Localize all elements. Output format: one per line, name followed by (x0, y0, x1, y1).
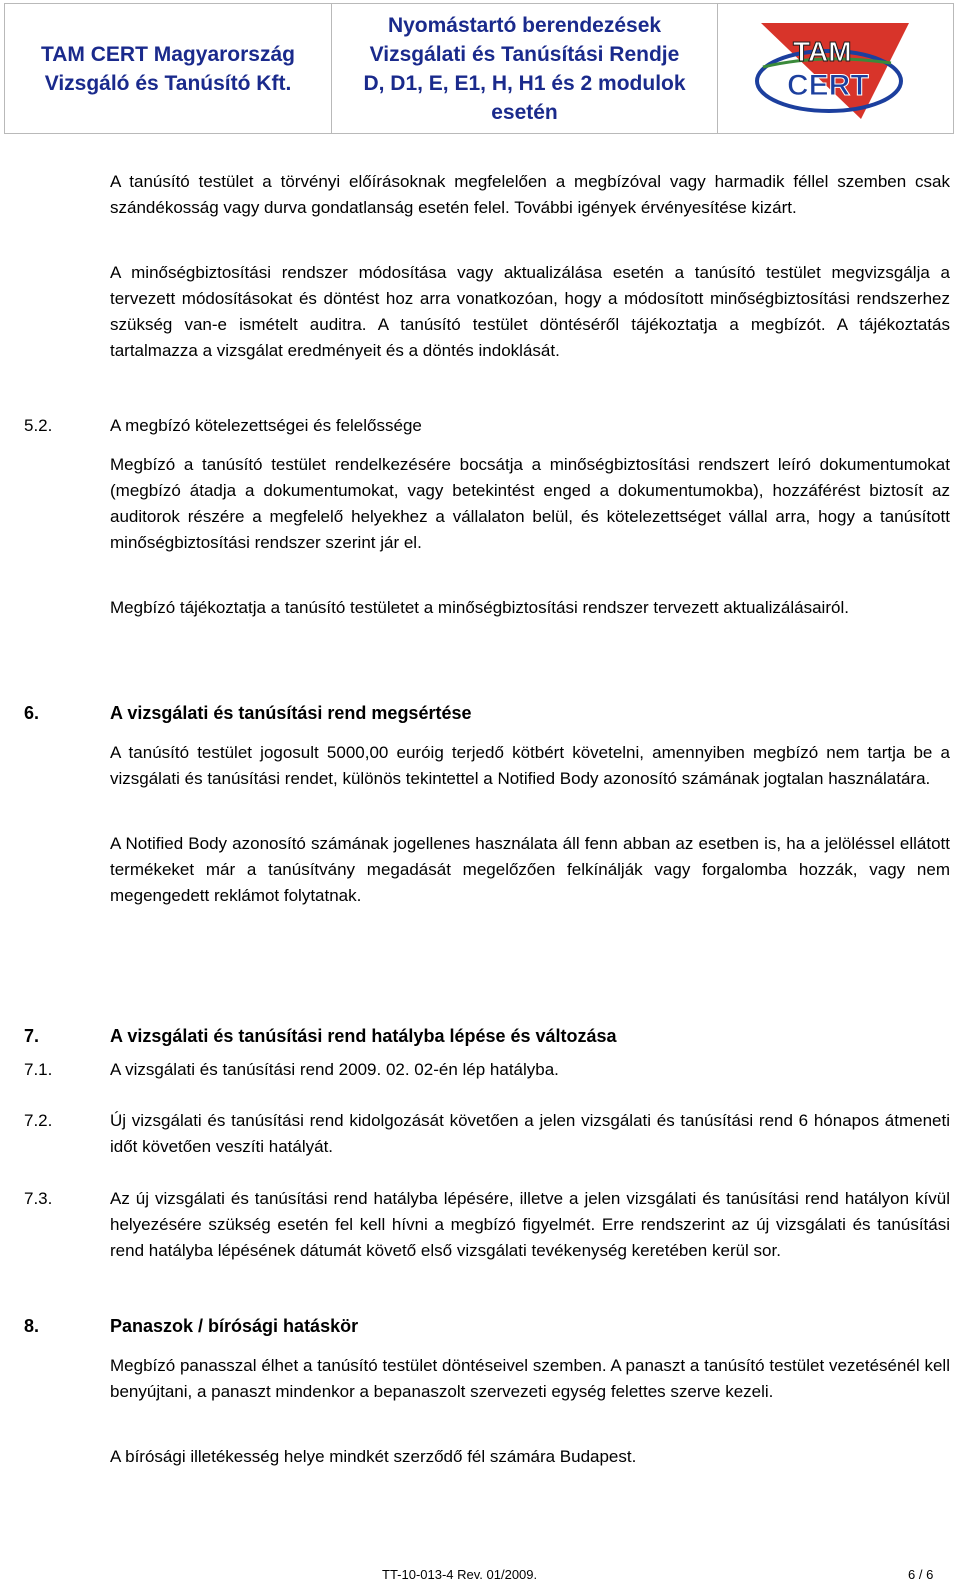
section-7-2-number: 7.2. (24, 1111, 53, 1130)
section-6-number: 6. (24, 703, 40, 723)
paragraph-qms-modification: A minőségbiztosítási rendszer módosítása vagy aktualizálása esetén a tanúsító testület megvizsgálja a tervezett módosításokat és döntést hoz arra vonatkozóan, hogy a módosított minőségbiztosítási rendszerhez szükség van-e ismételt auditra. A tanúsító testület döntéséről tájékoztatja a megbízót. A tájékoztatás tartalmazza a vizsgálat eredményeit és a döntés indoklását. (110, 263, 950, 360)
page-header (4, 3, 954, 134)
section-5-2-title: A megbízó kötelezettségei és felelőssége (110, 416, 422, 435)
title-line-2: Vizsgálati és Tanúsítási Rendje (369, 42, 680, 66)
section-5-2-number: 5.2. (24, 416, 53, 435)
paragraph-client-obligations: Megbízó a tanúsító testület rendelkezésére bocsátja a minőségbiztosítási rendszert leíró dokumentumokat (megbízó átadja a dokumentumokat, vagy betekintést enged a dokumentumokba), hozzáférést biztosít az auditorok részére a megfelelő helyekhez a vállalaton belül, és kötelezettséget vállal arra, hogy a tanúsított minőségbiztosítási rendszer szerint jár el. (110, 455, 950, 552)
paragraph-jurisdiction: A bírósági illetékesség helye mindkét szerződő fél számára Budapest. (110, 1447, 637, 1466)
section-8-title: Panaszok / bírósági hatáskör (110, 1316, 359, 1336)
paragraph-notified-body-misuse: A Notified Body azonosító számának jogellenes használata áll fenn abban az esetben is, ha a jelöléssel ellátott termékeket már a tanúsítvány megadását megelőzően felkínálják vagy forgalomba hozzák, vagy nem megengedett reklámot folytatnak. (110, 834, 950, 905)
header-organization (5, 4, 332, 133)
section-7-3-number: 7.3. (24, 1189, 53, 1208)
logo-text-tam: TAM (792, 35, 852, 67)
section-7-1-text: A vizsgálati és tanúsítási rend 2009. 02. 02-én lép hatályba. (110, 1060, 559, 1079)
org-name: TAM CERT Magyarország (41, 42, 295, 66)
logo-text-cert: CERT (786, 68, 869, 102)
section-8-number: 8. (24, 1316, 40, 1336)
section-7-title: A vizsgálati és tanúsítási rend hatályba lépése és változása (110, 1026, 617, 1046)
header-logo-cell (718, 4, 953, 133)
paragraph-liability: A tanúsító testület a törvényi előírásoknak megfelelően a megbízóval vagy harmadik féllel szemben csak szándékosság vagy durva gondatlanság esetén felel. További igények érvényesítése kizárt. (110, 172, 950, 217)
section-7-1-number: 7.1. (24, 1060, 53, 1079)
footer-document-id: TT-10-013-4 Rev. 01/2009. (382, 1567, 538, 1582)
section-7-3-text: Az új vizsgálati és tanúsítási rend hatályba lépésére, illetve a jelen vizsgálati és tanúsítási rend hatályon kívül helyezésére szükség esetén fel kell hívni a megbízó figyelmét. Erre rendszerint az új vizsgálati és tanúsítási rend hatályba lépésének dátumát követő első vizsgálati tevékenység keretében kerül sor. (110, 1189, 950, 1260)
section-6-title: A vizsgálati és tanúsítási rend megsértése (110, 703, 472, 723)
paragraph-complaints: Megbízó panasszal élhet a tanúsító testület döntéseivel szemben. A panaszt a tanúsító testület vezetésénél kell benyújtani, a panaszt mindenkor a bepanaszolt szervezeti egység felettes szerve kezeli. (110, 1356, 950, 1401)
section-7-number: 7. (24, 1026, 40, 1046)
title-line-4: esetén (491, 100, 558, 124)
tam-cert-logo (741, 9, 931, 129)
header-document-title (332, 4, 718, 133)
org-subtitle: Vizsgáló és Tanúsító Kft. (44, 71, 292, 95)
footer-page-number: 6 / 6 (908, 1567, 934, 1582)
title-line-1: Nyomástartó berendezések (387, 13, 662, 37)
section-7-2-text: Új vizsgálati és tanúsítási rend kidolgozását követően a jelen vizsgálati és tanúsítási rend 6 hónapos átmeneti időt követően veszíti hatályát. (110, 1111, 950, 1156)
paragraph-penalty: A tanúsító testület jogosult 5000,00 euróig terjedő kötbért követelni, amennyiben megbízó nem tartja be a vizsgálati és tanúsítási rendet, különös tekintettel a Notified Body azonosító számának jogtalan használatára. (110, 743, 950, 788)
title-line-3: D, D1, E, E1, H, H1 és 2 modulok (363, 71, 686, 95)
paragraph-client-informs: Megbízó tájékoztatja a tanúsító testületet a minőségbiztosítási rendszer tervezett aktualizálásairól. (110, 598, 849, 617)
